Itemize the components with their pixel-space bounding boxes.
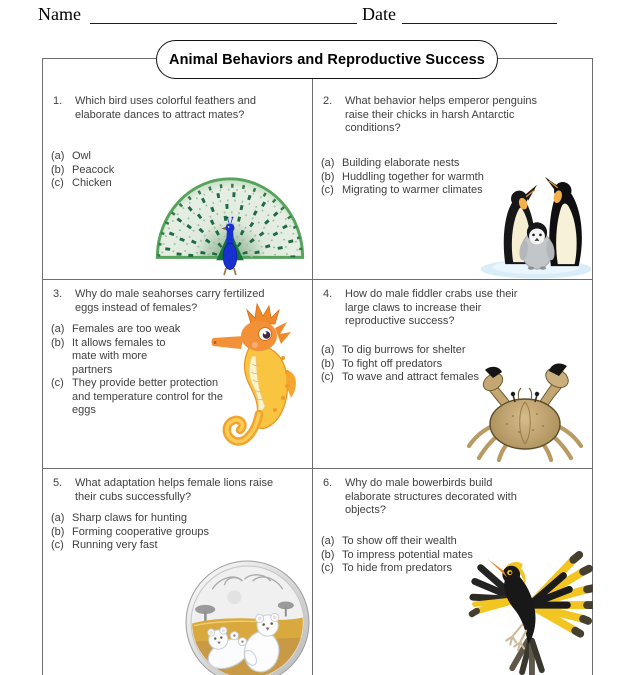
date-input-line[interactable] — [402, 23, 557, 24]
option-label: (b) — [51, 336, 65, 349]
option-text: Females are too weak — [72, 323, 181, 335]
option-label: (b) — [51, 163, 65, 176]
option-text: Huddling together for warmth — [342, 170, 484, 183]
option-row — [321, 157, 484, 171]
option-label: (a) — [51, 150, 65, 162]
option-row — [51, 526, 209, 540]
question-6-cell — [313, 469, 592, 675]
options-list — [321, 344, 479, 385]
question-number: 4. — [323, 288, 333, 300]
option-row — [51, 164, 114, 178]
option-row — [321, 171, 484, 185]
emperor-penguins-icon — [479, 165, 593, 280]
option-text: Peacock — [72, 163, 115, 176]
option-label: (b) — [321, 170, 335, 183]
option-text: To impress potential mates — [342, 548, 473, 561]
options-list — [51, 323, 232, 418]
question-4-cell — [313, 280, 592, 469]
options-list — [51, 150, 114, 191]
bowerbird-illustration — [463, 549, 593, 675]
option-label: (a) — [321, 344, 335, 356]
lion-cubs-coin-illustration — [184, 559, 311, 675]
question-1-cell — [43, 59, 313, 280]
option-label: (c) — [321, 371, 334, 383]
question-number: 5. — [53, 477, 63, 489]
question-number: 3. — [53, 288, 63, 300]
option-text: Migrating to warmer climates — [342, 184, 483, 196]
question-text: 3. Why do male seahorses carry fertilized eggs instead of females? — [53, 288, 265, 314]
option-row — [51, 539, 209, 553]
option-label: (c) — [321, 562, 334, 574]
options-list — [321, 157, 484, 198]
question-text: 5. What adaptation helps female lions raise their cubs successfully? — [53, 477, 274, 503]
option-text: Sharp claws for hunting — [72, 512, 187, 524]
options-list — [51, 512, 209, 553]
options-list — [321, 535, 473, 576]
option-text: They provide better protection and temperature control for the eggs — [72, 377, 224, 416]
question-5-cell — [43, 469, 313, 675]
option-label: (c) — [51, 377, 64, 389]
option-label: (b) — [321, 548, 335, 561]
question-text: 6. Why do male bowerbirds build elaborate structures decorated with objects? — [323, 477, 517, 516]
option-row — [321, 371, 479, 385]
question-grid — [42, 58, 593, 675]
question-text: 1. Which bird uses colorful feathers and elaborate dances to attract mates? — [53, 95, 256, 121]
option-text: To hide from predators — [342, 562, 453, 574]
option-text: It allows females to mate with more partners — [72, 336, 166, 376]
option-label: (c) — [321, 184, 334, 196]
option-row — [51, 150, 114, 164]
penguins-illustration — [479, 165, 593, 280]
option-label: (c) — [51, 177, 64, 189]
worksheet-title: Animal Behaviors and Reproductive Success — [156, 40, 498, 79]
option-text: To fight off predators — [342, 357, 443, 370]
option-label: (c) — [51, 539, 64, 551]
option-row — [51, 323, 232, 337]
question-number: 2. — [323, 95, 333, 107]
option-text: To dig burrows for shelter — [342, 344, 466, 356]
option-row — [51, 177, 114, 191]
question-number: 6. — [323, 477, 333, 489]
option-row — [51, 337, 232, 378]
option-text: Chicken — [72, 177, 112, 189]
option-label: (a) — [321, 535, 335, 547]
question-text: 2. What behavior helps emperor penguins raise their chicks in harsh Antarctic conditions? — [323, 95, 538, 134]
option-text: Running very fast — [72, 539, 158, 551]
regent-bowerbird-icon — [463, 549, 593, 675]
option-text: To wave and attract females — [342, 371, 479, 383]
option-row — [51, 377, 232, 418]
name-label: Name — [38, 4, 81, 24]
question-2-cell — [313, 59, 592, 280]
option-row — [321, 562, 473, 576]
question-text: 4. How do male fiddler crabs use their large claws to increase their reproductive success? — [323, 288, 518, 327]
option-label: (a) — [321, 157, 335, 169]
question-3-cell — [43, 280, 313, 469]
peacock-illustration — [149, 169, 311, 277]
option-text: Building elaborate nests — [342, 157, 460, 169]
option-row — [51, 512, 209, 526]
peacock-icon — [149, 169, 311, 277]
option-row — [321, 549, 473, 563]
option-label: (b) — [321, 357, 335, 370]
question-number: 1. — [53, 95, 63, 107]
option-text: To show off their wealth — [342, 535, 457, 547]
option-label: (a) — [51, 512, 65, 524]
option-row — [321, 358, 479, 372]
lion-cubs-coin-icon — [184, 559, 311, 675]
option-row — [321, 344, 479, 358]
date-label: Date — [362, 4, 396, 24]
option-text: Forming cooperative groups — [72, 525, 209, 538]
option-row — [321, 535, 473, 549]
name-input-line[interactable] — [90, 23, 357, 24]
option-text: Owl — [72, 150, 91, 162]
option-row — [321, 184, 484, 198]
option-label: (b) — [51, 525, 65, 538]
option-label: (a) — [51, 323, 65, 335]
